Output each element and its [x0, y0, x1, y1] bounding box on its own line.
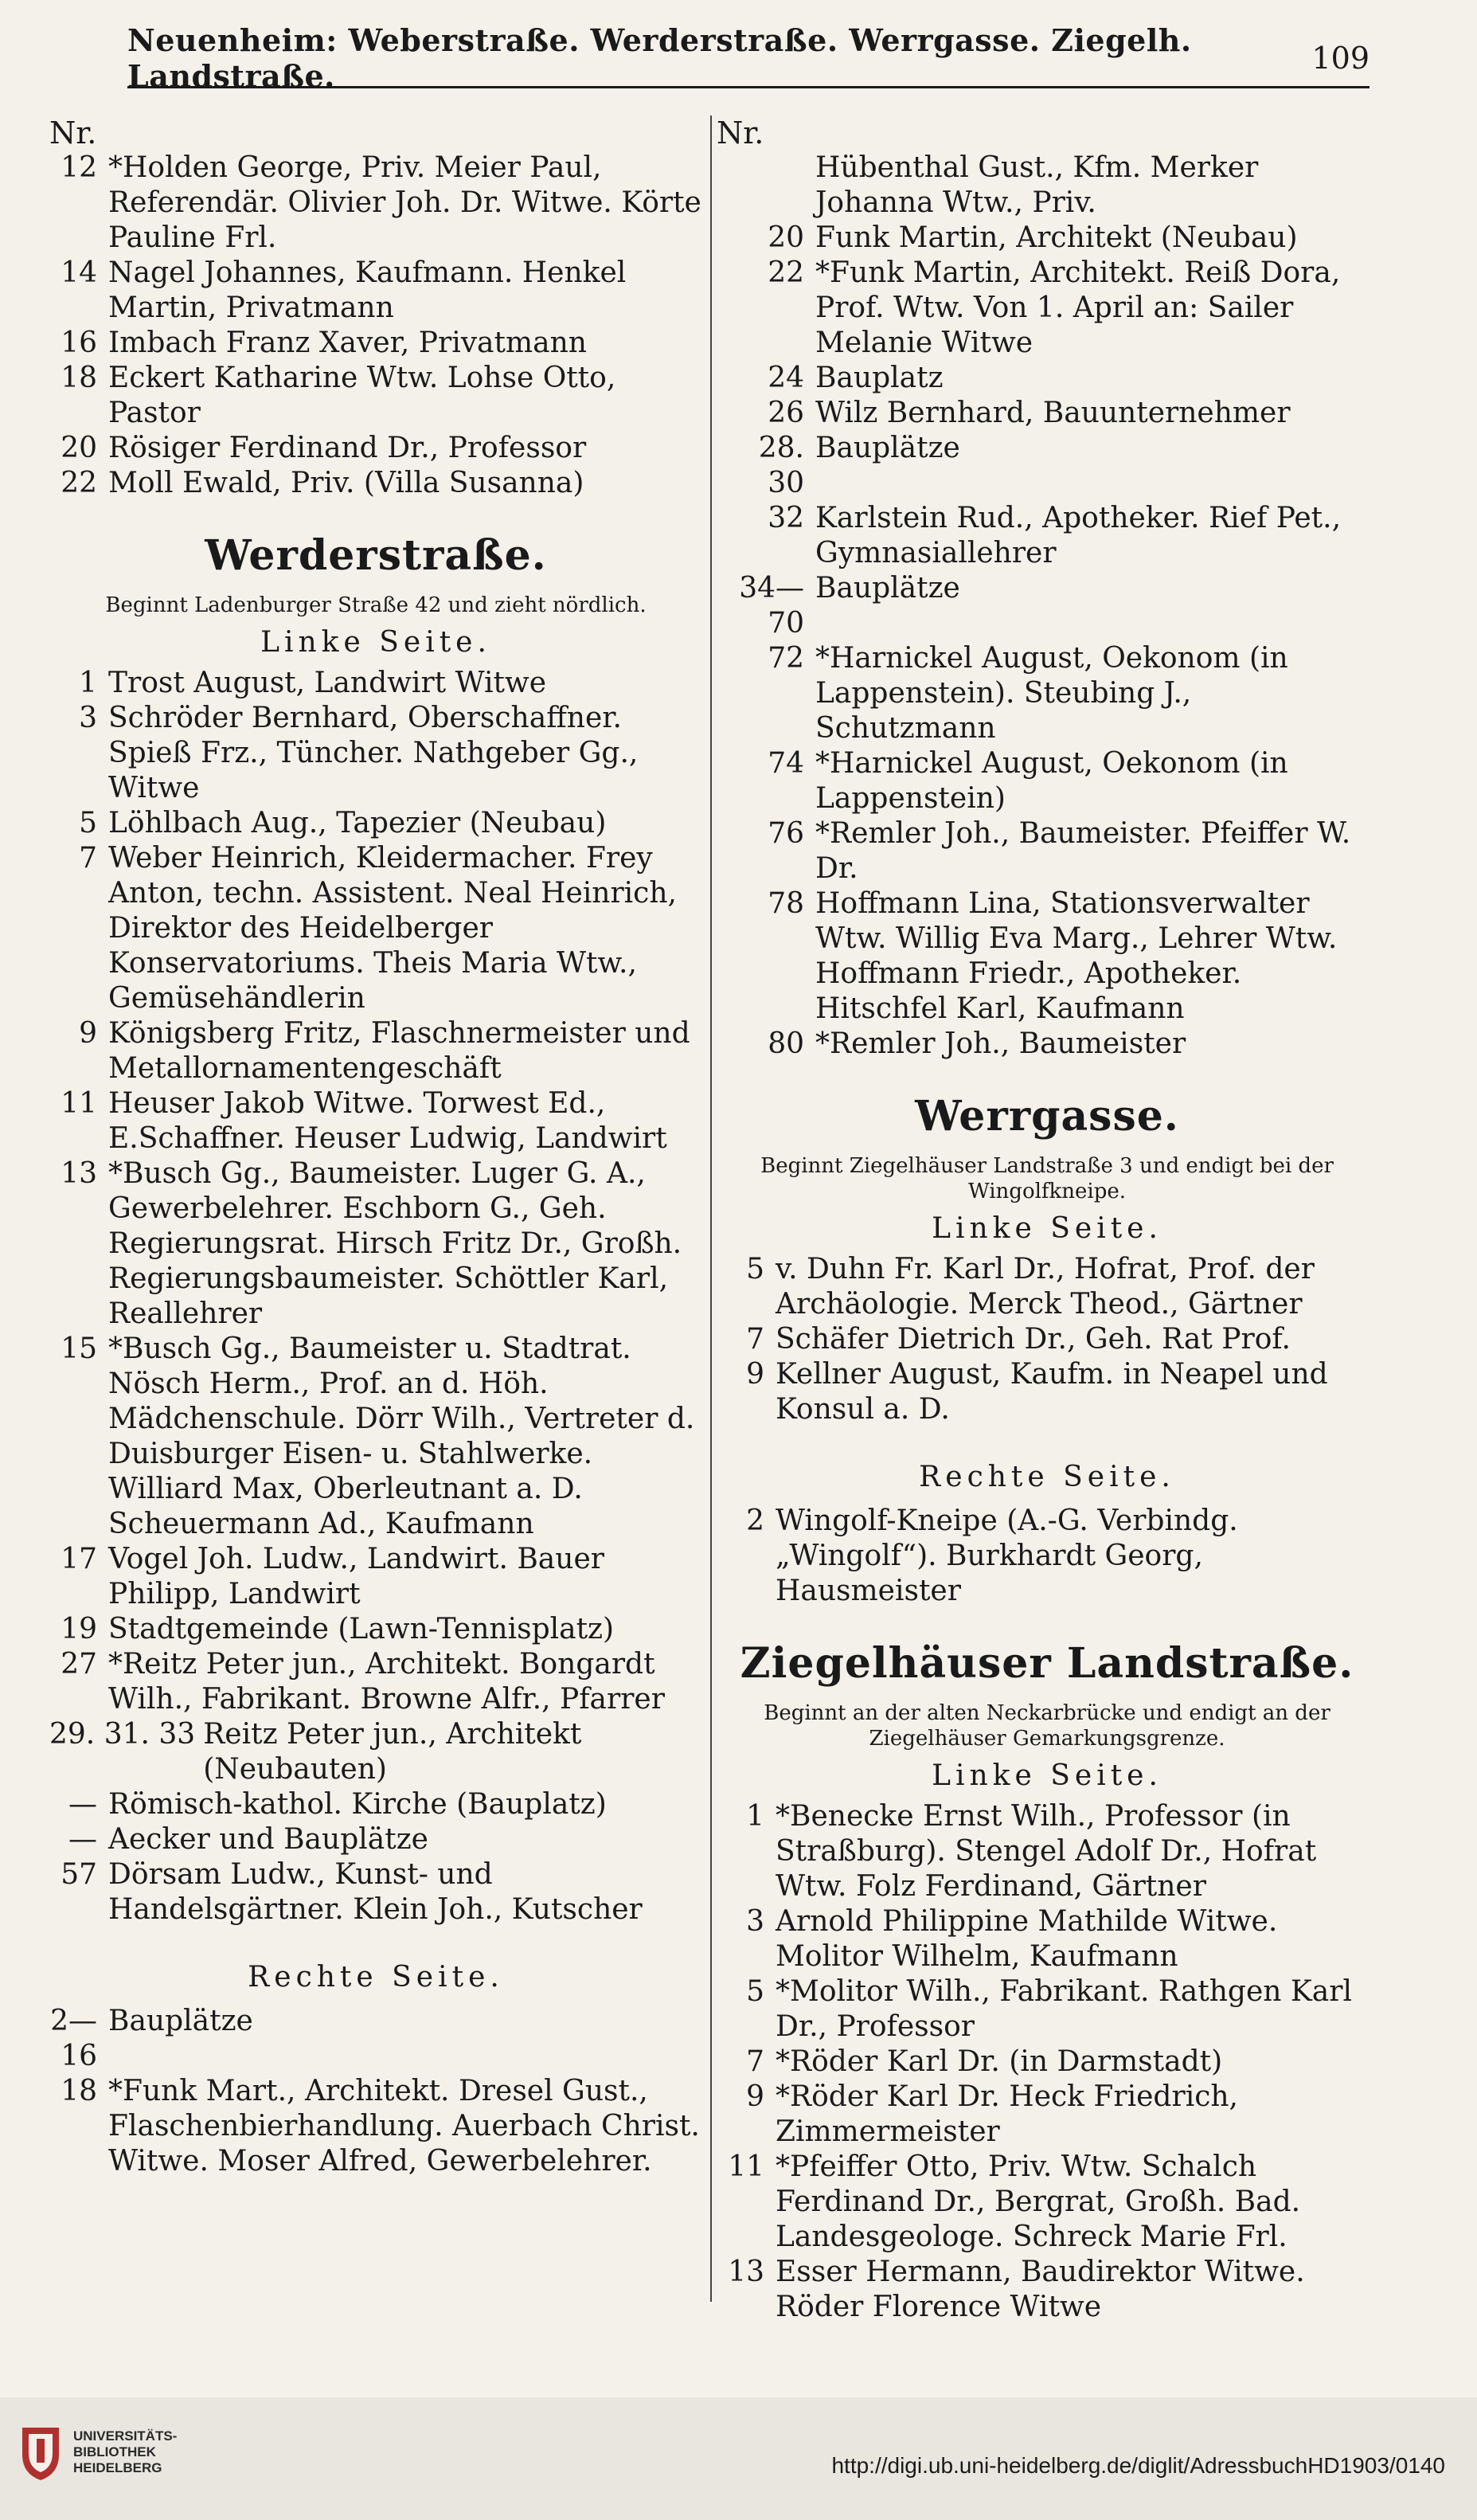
address-entry: [49, 431, 702, 466]
ziegel-left-entries: [717, 1799, 1377, 2325]
address-entry: [717, 746, 1377, 816]
resident-text: *Molitor Wilh., Fabrikant. Rathgen Karl Dr., Professor: [776, 1975, 1352, 2043]
house-number: 9: [746, 2080, 764, 2113]
house-number: 3: [746, 1905, 764, 1938]
address-entry: [49, 1717, 702, 1787]
house-number: 7: [79, 842, 97, 875]
resident-text: Bauplätze: [815, 572, 960, 605]
address-entry: [717, 396, 1377, 431]
resident-text: *Röder Karl Dr. Heck Friedrich, Zimmermeister: [776, 2080, 1238, 2148]
page-number: 109: [1311, 41, 1370, 76]
right-top-entries: [717, 151, 1377, 1062]
street-description: Beginnt an der alten Neckarbrücke und endigt an der Ziegelhäuser Gemarkungsgrenze.: [764, 1701, 1330, 1751]
resident-text: *Remler Joh., Baumeister. Pfeiffer W. Dr.: [815, 817, 1351, 885]
side-label-left: Linke Seite.: [932, 1759, 1162, 1792]
house-number: 2: [746, 1505, 764, 1537]
address-entry: [49, 326, 702, 361]
address-entry: [717, 1799, 1377, 1904]
resident-text: Aecker und Bauplätze: [108, 1823, 428, 1856]
address-entry: [717, 256, 1377, 361]
address-entry: [717, 221, 1377, 256]
library-logo[interactable]: [18, 2423, 177, 2482]
address-entry: [717, 641, 1377, 746]
library-name: [73, 2428, 177, 2476]
resident-text: Bauplatz: [815, 362, 944, 394]
werder-left-entries: [49, 666, 702, 1927]
address-entry: [49, 2074, 702, 2179]
address-entry: [49, 1612, 702, 1647]
side-label-right: Rechte Seite.: [919, 1461, 1175, 1493]
address-entry: [49, 1086, 702, 1156]
address-entry: [49, 1857, 702, 1927]
address-entry: [717, 1357, 1377, 1427]
resident-text: *Pfeiffer Otto, Priv. Wtw. Schalch Ferdinand Dr., Bergrat, Großh. Bad. Landesgeologe. Schreck Marie Frl.: [776, 2150, 1301, 2253]
street-title-werrgasse: Werrgasse.: [915, 1092, 1179, 1141]
house-number: 13: [728, 2256, 764, 2288]
address-entry: [49, 1156, 702, 1332]
address-entry: [717, 886, 1377, 1027]
resident-text: Bauplätze: [108, 2005, 253, 2037]
house-number: —: [68, 1788, 97, 1821]
side-label-left: Linke Seite.: [932, 1212, 1162, 1245]
resident-text: Wilz Bernhard, Bauunternehmer: [815, 397, 1291, 429]
resident-text: Nagel Johannes, Kaufmann. Henkel Martin, Privatmann: [108, 256, 627, 324]
house-number: 57: [61, 1858, 97, 1891]
library-seal-icon: [18, 2423, 64, 2482]
address-entry: [49, 1787, 702, 1822]
address-entry: [717, 431, 1377, 501]
house-number: 16: [61, 327, 97, 359]
house-number: 72: [768, 642, 804, 675]
resident-text: Heuser Jakob Witwe. Torwest Ed., E.Schaffner. Heuser Ludwig, Landwirt: [108, 1087, 667, 1155]
library-name-line: UNIVERSITÄTS-: [73, 2428, 178, 2444]
resident-text: Trost August, Landwirt Witwe: [108, 667, 547, 699]
nr-heading: Nr.: [49, 115, 97, 151]
resident-text: Bauplätze: [815, 432, 960, 464]
address-entry: [717, 2255, 1377, 2325]
house-number: 12: [61, 151, 97, 184]
house-number: 34—70: [739, 572, 804, 640]
house-number: 7: [746, 1323, 764, 1356]
house-number: 32: [768, 502, 804, 534]
house-number: —: [68, 1823, 97, 1856]
address-entry: [717, 1252, 1377, 1322]
resident-text: Imbach Franz Xaver, Privatmann: [108, 327, 587, 359]
resident-text: Schäfer Dietrich Dr., Geh. Rat Prof.: [776, 1323, 1291, 1356]
resident-text: Weber Heinrich, Kleidermacher. Frey Anton, techn. Assistent. Neal Heinrich, Direktor des Heidelberger Konservatoriums. Theis Maria Wtw., Gemüsehändlerin: [108, 842, 677, 1015]
resident-text: Moll Ewald, Priv. (Villa Susanna): [108, 467, 584, 499]
address-entry: [717, 1027, 1377, 1062]
address-entry: [717, 1322, 1377, 1357]
resident-text: Königsberg Fritz, Flaschnermeister und Metallornamentengeschäft: [108, 1017, 690, 1085]
resident-text: Römisch-kathol. Kirche (Bauplatz): [108, 1788, 607, 1821]
resident-text: *Busch Gg., Baumeister. Luger G. A., Gewerbelehrer. Eschborn G., Geh. Regierungsrat. Hirsch Fritz Dr., Großh. Regierungsbaumeister. Schöttler Karl, Reallehrer: [108, 1157, 682, 1330]
address-entry: [49, 1332, 702, 1542]
address-entry: [717, 571, 1377, 641]
house-number: 15: [61, 1332, 97, 1365]
resident-text: *Busch Gg., Baumeister u. Stadtrat. Nösch Herm., Prof. an d. Höh. Mädchenschule. Dörr Wilh., Vertreter d. Duisburger Eisen- u. Stahlwerke. Williard Max, Oberleutnant a. D. Scheuermann Ad., Kaufmann: [108, 1332, 695, 1540]
resident-text: *Harnickel August, Oekonom (in Lappenstein): [815, 747, 1288, 815]
house-number: 7: [746, 2045, 764, 2078]
resident-text: Dörsam Ludw., Kunst- und Handelsgärtner. Klein Joh., Kutscher: [108, 1858, 643, 1926]
house-number: 26: [768, 397, 804, 429]
library-name-line: HEIDELBERG: [73, 2460, 162, 2475]
left-top-entries: [49, 151, 702, 501]
house-number: 3: [79, 702, 97, 734]
address-entry: [717, 1904, 1377, 1974]
resident-text: Schröder Bernhard, Oberschaffner. Spieß Frz., Tüncher. Nathgeber Gg., Witwe: [108, 702, 639, 804]
house-number: [717, 151, 815, 221]
resident-text: Reitz Peter jun., Architekt (Neubauten): [203, 1718, 582, 1786]
house-number: 13: [61, 1157, 97, 1190]
right-column: [717, 115, 1377, 2325]
resident-text: Hoffmann Lina, Stationsverwalter Wtw. Willig Eva Marg., Lehrer Wtw. Hoffmann Friedr., Apotheker. Hitschfel Karl, Kaufmann: [815, 887, 1338, 1025]
resident-text: Rösiger Ferdinand Dr., Professor: [108, 432, 587, 464]
library-name-line: BIBLIOTHEK: [73, 2444, 156, 2459]
house-number: 74: [768, 747, 804, 780]
resident-text: Wingolf-Kneipe (A.-G. Verbindg. „Wingolf“). Burkhardt Georg, Hausmeister: [776, 1505, 1238, 1607]
side-label-left: Linke Seite.: [260, 626, 491, 659]
address-entry: [717, 2150, 1377, 2255]
house-number: 1: [79, 667, 97, 699]
address-entry: [717, 1974, 1377, 2045]
house-number: 5: [79, 807, 97, 839]
resident-text: *Holden George, Priv. Meier Paul, Referendär. Olivier Joh. Dr. Witwe. Körte Pauline Frl.: [108, 151, 701, 254]
house-number: 17: [61, 1543, 97, 1575]
house-number: 11: [728, 2150, 764, 2183]
house-number: 22: [61, 467, 97, 499]
address-entry: [49, 1647, 702, 1717]
left-column: [49, 115, 702, 2179]
house-number: 22: [768, 256, 804, 289]
resident-text: Eckert Katharine Wtw. Lohse Otto, Pastor: [108, 362, 616, 429]
resident-text: *Harnickel August, Oekonom (in Lappenstein). Steubing J., Schutzmann: [815, 642, 1288, 745]
resident-text: *Funk Martin, Architekt. Reiß Dora, Prof. Wtw. Von 1. April an: Sailer Melanie Witwe: [815, 256, 1341, 359]
address-entry: [717, 1504, 1377, 1609]
resident-text: Esser Hermann, Baudirektor Witwe. Röder Florence Witwe: [776, 2256, 1305, 2323]
address-entry: [717, 151, 1377, 221]
house-number: 29. 31. 33: [49, 1718, 196, 1751]
resident-text: *Reitz Peter jun., Architekt. Bongardt Wilh., Fabrikant. Browne Alfr., Pfarrer: [108, 1648, 665, 1716]
address-entry: [49, 841, 702, 1016]
address-entry: [49, 256, 702, 326]
address-entry: [49, 1542, 702, 1612]
werrgasse-right-entries: [717, 1504, 1377, 1609]
resident-text: *Funk Mart., Architekt. Dresel Gust., Flaschenbierhandlung. Auerbach Christ. Witwe. Moser Alfred, Gewerbelehrer.: [108, 2075, 700, 2178]
house-number: 78: [768, 887, 804, 920]
address-entry: [49, 466, 702, 501]
werder-right-entries: [49, 2004, 702, 2179]
house-number: 11: [61, 1087, 97, 1120]
house-number: 9: [79, 1017, 97, 1050]
house-number: 24: [768, 362, 804, 394]
nr-heading: Nr.: [717, 115, 764, 151]
house-number: 5: [746, 1975, 764, 2008]
address-entry: [49, 806, 702, 841]
address-entry: [49, 361, 702, 431]
address-entry: [49, 666, 702, 701]
house-number: 27: [61, 1648, 97, 1681]
address-entry: [49, 1016, 702, 1086]
house-number: 18: [61, 2075, 97, 2107]
side-label-right: Rechte Seite.: [248, 1961, 504, 1994]
street-description: Beginnt Ziegelhäuser Landstraße 3 und endigt bei der Wingolfkneipe.: [760, 1154, 1334, 1203]
footer-bar: [0, 2397, 1477, 2520]
house-number: 20: [61, 432, 97, 464]
house-number: 5: [746, 1253, 764, 1285]
resident-text: Funk Martin, Architekt (Neubau): [815, 221, 1298, 254]
address-entry: [717, 816, 1377, 886]
house-number: 19: [61, 1613, 97, 1645]
house-number: 28. 30: [758, 432, 804, 499]
address-entry: [717, 2045, 1377, 2080]
resident-text: Stadtgemeinde (Lawn-Tennisplatz): [108, 1613, 615, 1645]
house-number: 20: [768, 221, 804, 254]
house-number: 14: [61, 256, 97, 289]
address-entry: [49, 151, 702, 256]
column-divider: [710, 115, 712, 2302]
resident-text: Kellner August, Kaufm. in Neapel und Konsul a. D.: [776, 1358, 1328, 1426]
address-entry: [49, 2004, 702, 2074]
resident-text: *Röder Karl Dr. (in Darmstadt): [776, 2045, 1223, 2078]
street-title-ziegelhaeuser-landstrasse: Ziegelhäuser Landstraße.: [740, 1639, 1354, 1688]
address-entry: [717, 361, 1377, 396]
resident-text: Vogel Joh. Ludw., Landwirt. Bauer Philipp, Landwirt: [108, 1543, 604, 1610]
resident-text: *Benecke Ernst Wilh., Professor (in Straßburg). Stengel Adolf Dr., Hofrat Wtw. Folz Ferdinand, Gärtner: [776, 1800, 1317, 1903]
address-entry: [717, 501, 1377, 571]
street-title-werderstrasse: Werderstraße.: [205, 531, 547, 580]
resident-text: Karlstein Rud., Apotheker. Rief Pet., Gymnasiallehrer: [815, 502, 1342, 569]
address-entry: [49, 1822, 702, 1857]
page-header: [127, 22, 1370, 94]
house-number: 80: [768, 1027, 804, 1060]
address-entry: [717, 2080, 1377, 2150]
house-number: 9: [746, 1358, 764, 1391]
address-entry: [49, 701, 702, 806]
resident-text: Hübenthal Gust., Kfm. Merker Johanna Wtw., Priv.: [815, 151, 1259, 219]
resident-text: *Remler Joh., Baumeister: [815, 1027, 1186, 1060]
page-title: Neuenheim: Weberstraße. Werderstraße. Werrgasse. Ziegelh. Landstraße.: [127, 22, 1192, 94]
street-description: Beginnt Ladenburger Straße 42 und zieht nördlich.: [105, 593, 647, 617]
resident-text: v. Duhn Fr. Karl Dr., Hofrat, Prof. der Archäologie. Merck Theod., Gärtner: [776, 1253, 1315, 1321]
resident-text: Arnold Philippine Mathilde Witwe. Molitor Wilhelm, Kaufmann: [776, 1905, 1278, 1973]
house-number: 18: [61, 362, 97, 394]
house-number: 1: [746, 1800, 764, 1833]
resident-text: Löhlbach Aug., Tapezier (Neubau): [108, 807, 607, 839]
source-url-link[interactable]: http://digi.ub.uni-heidelberg.de/diglit/AdressbuchHD1903/0140: [831, 2453, 1445, 2478]
house-number: 2—16: [50, 2005, 97, 2072]
werrgasse-left-entries: [717, 1252, 1377, 1427]
house-number: 76: [768, 817, 804, 850]
